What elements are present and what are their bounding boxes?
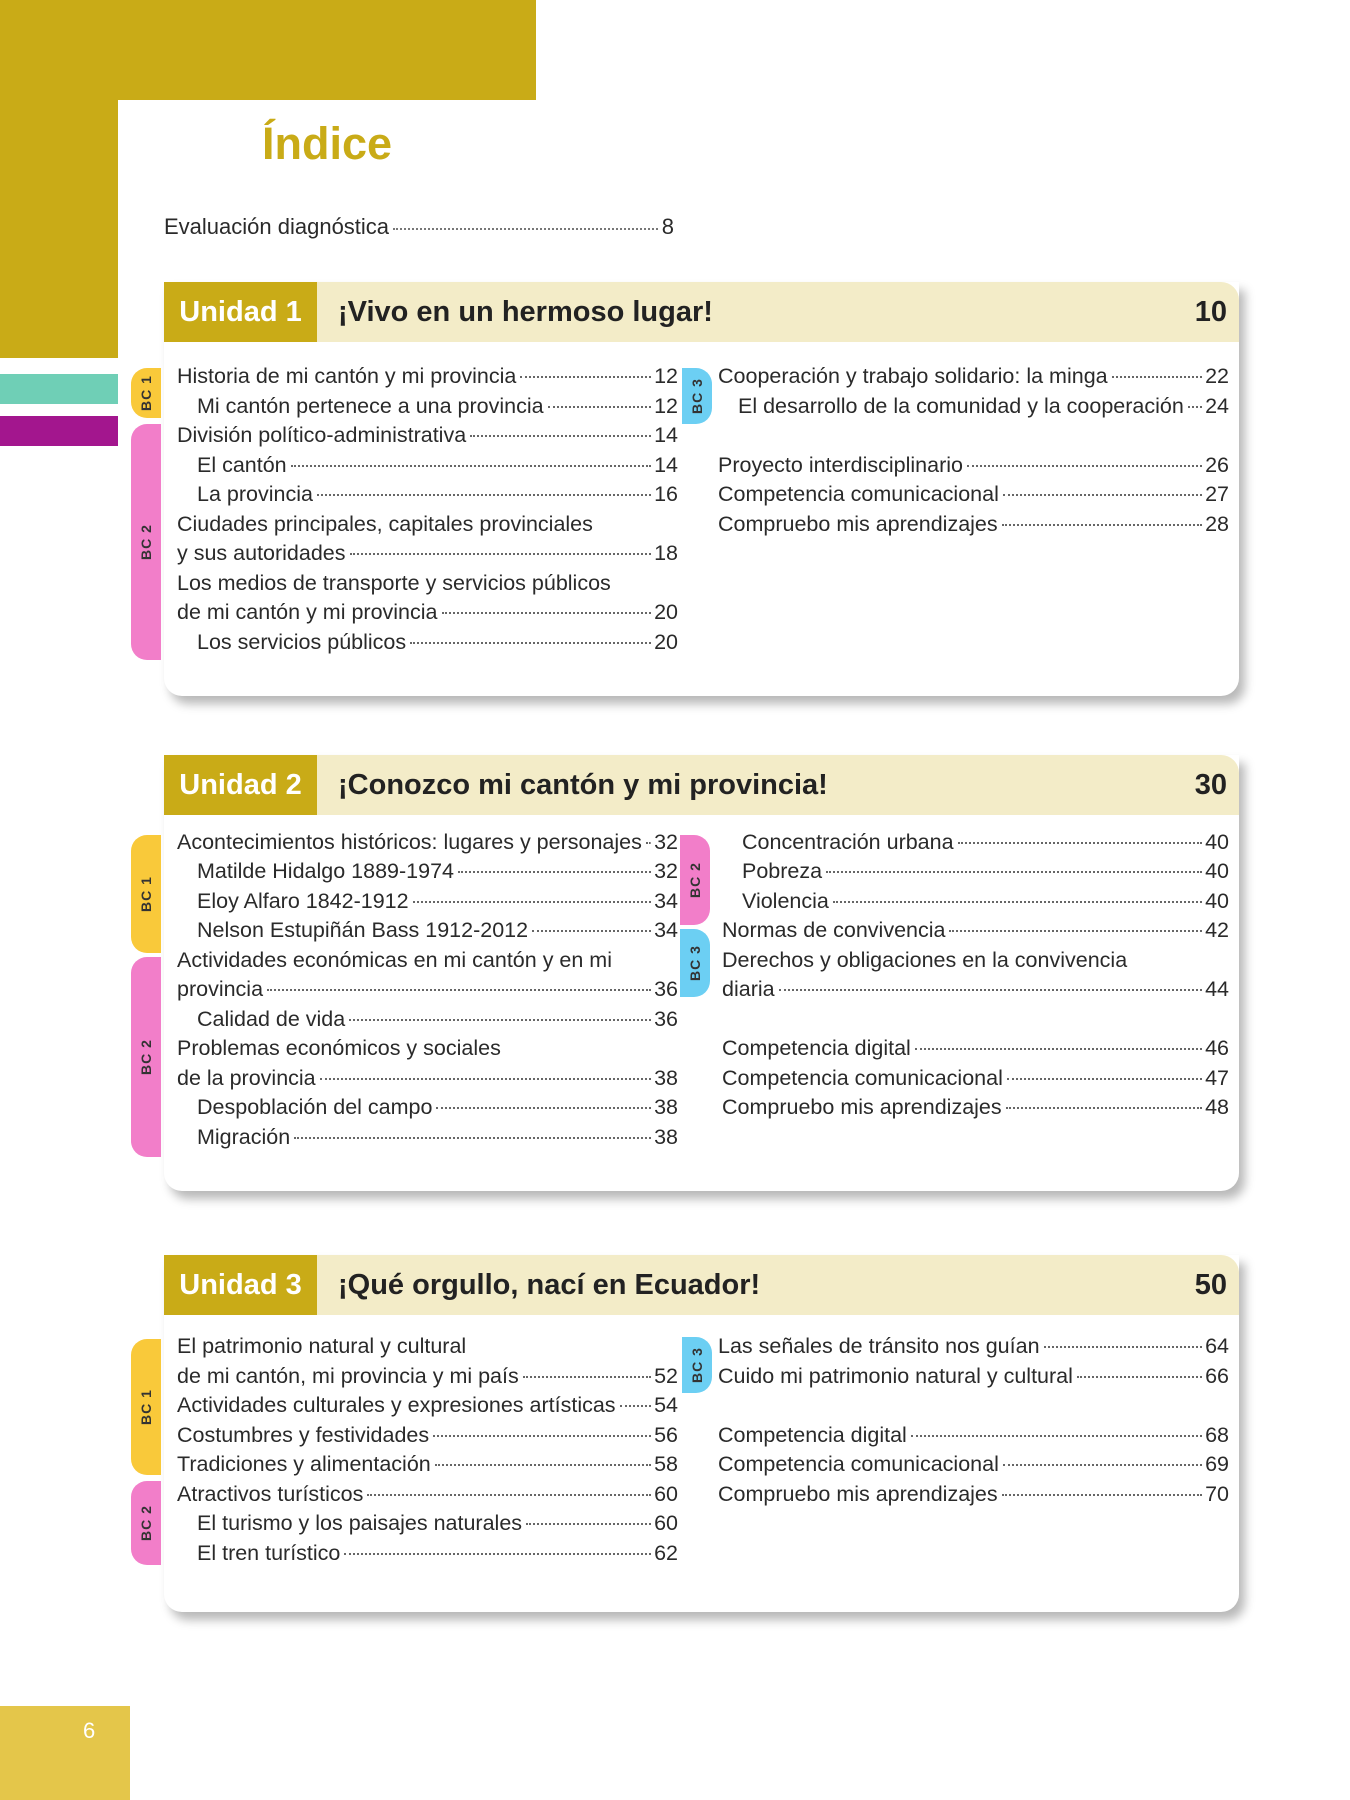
toc-entry-title: La provincia [197,482,313,506]
toc-entry-title: Problemas económicos y sociales [177,1036,501,1060]
toc-entry[interactable] [197,1122,678,1152]
dot-leader [833,901,1202,903]
dot-leader [532,930,651,932]
toc-entry-title: Competencia digital [718,1423,907,1447]
dot-leader [967,465,1202,467]
toc-entry-title: Migración [197,1125,291,1149]
teal-strip [0,374,118,404]
dot-leader [1188,406,1202,408]
toc-entry-page: 69 [1205,1452,1229,1476]
toc-entry[interactable] [197,1538,678,1568]
toc-entry-page: 52 [654,1364,678,1388]
toc-entry-title: Competencia digital [722,1036,911,1060]
dot-leader [470,435,651,437]
dot-leader [646,842,651,844]
toc-entry[interactable] [742,827,1229,857]
toc-entry-title: Las señales de tránsito nos guían [718,1334,1040,1358]
bc-label: BC 2 [138,1505,154,1541]
unit-page: 50 [1194,1268,1227,1301]
dot-leader [1003,494,1202,496]
toc-entry[interactable] [742,886,1229,916]
dot-leader [410,642,651,644]
toc-entry[interactable] [197,391,678,421]
dot-leader [393,228,658,230]
toc-entry-title: Pobreza [742,859,823,883]
dot-leader [520,376,651,378]
toc-entry[interactable] [197,886,678,916]
toc-entry-page: 62 [654,1541,678,1565]
toc-entry[interactable] [722,1063,1229,1093]
toc-entry-page: 60 [654,1482,678,1506]
toc-entry[interactable] [177,945,678,975]
unit-tab: Unidad 3 [164,1255,317,1315]
bc-label: BC 1 [138,876,154,912]
bc2-tab [131,1481,161,1565]
toc-entry-title: Derechos y obligaciones en la convivencia [722,948,1128,972]
toc-entry-page: 47 [1205,1066,1229,1090]
toc-entry[interactable] [197,856,678,886]
toc-entry-page: 68 [1205,1423,1229,1447]
unit-page: 30 [1194,768,1227,801]
toc-entry-page: 14 [654,453,678,477]
dot-leader [779,989,1202,991]
toc-entry-page: 14 [654,423,678,447]
toc-entry-page: 38 [654,1095,678,1119]
dot-leader [826,871,1202,873]
toc-entry[interactable] [722,974,1229,1004]
bc-label: BC 3 [689,1347,705,1383]
bc3-tab [682,1337,712,1393]
dot-leader [433,1435,651,1437]
toc-entry[interactable] [197,1092,678,1122]
toc-entry-title: Cooperación y trabajo solidario: la minga [718,364,1108,388]
toc-entry-page: 36 [654,1007,678,1031]
toc-entry-page: 64 [1205,1334,1229,1358]
dot-leader [413,901,652,903]
dot-leader [523,1376,651,1378]
toc-entry-title: de mi cantón, mi provincia y mi país [177,1364,519,1388]
toc-entry-title: Compruebo mis aprendizajes [718,1482,998,1506]
bc3-tab [680,929,710,997]
toc-entry[interactable] [197,450,678,480]
toc-entry-page: 22 [1205,364,1229,388]
dot-leader [1002,524,1202,526]
toc-entry-page: 40 [1205,830,1229,854]
toc-entry-page: 20 [654,630,678,654]
dot-leader [350,553,652,555]
toc-entry-page: 56 [654,1423,678,1447]
bc-label: BC 3 [687,945,703,981]
toc-entry[interactable] [177,538,678,568]
toc-entry-page: 48 [1205,1095,1229,1119]
toc-entry[interactable] [177,1361,678,1391]
bc-label: BC 2 [687,862,703,898]
toc-entry[interactable] [177,361,678,391]
toc-entry-page: 16 [654,482,678,506]
toc-entry-title: diaria [722,977,775,1001]
toc-entry[interactable] [177,1033,678,1063]
bc2-tab [131,957,161,1157]
toc-entry-title: Los servicios públicos [197,630,407,654]
toc-entry[interactable] [177,1420,678,1450]
toc-entry-page: 36 [654,977,678,1001]
dot-leader [548,406,651,408]
toc-entry-page: 40 [1205,889,1229,913]
bc3-tab [682,368,712,424]
toc-entry-title: Matilde Hidalgo 1889-1974 [197,859,454,883]
toc-entry[interactable] [718,450,1229,480]
toc-entry-title: y sus autoridades [177,541,346,565]
toc-entry[interactable] [197,915,678,945]
toc-entry-page: 12 [654,364,678,388]
toc-entry-title: Cuido mi patrimonio natural y cultural [718,1364,1073,1388]
dot-leader [267,989,651,991]
toc-entry-title: Competencia comunicacional [718,1452,999,1476]
toc-entry-title: Historia de mi cantón y mi provincia [177,364,517,388]
toc-entry[interactable] [718,1449,1229,1479]
toc-entry-title: Violencia [742,889,829,913]
toc-entry-page: 34 [654,918,678,942]
toc-entry[interactable] [722,915,1229,945]
diagnostic-page: 8 [661,214,674,239]
toc-entry[interactable] [722,945,1229,975]
toc-entry-title: Tradiciones y alimentación [177,1452,431,1476]
toc-entry[interactable] [177,1449,678,1479]
toc-entry[interactable] [722,1092,1229,1122]
dot-leader [436,1107,651,1109]
toc-entry-title: Actividades económicas en mi cantón y en mi [177,948,612,972]
toc-entry[interactable] [718,1420,1229,1450]
dot-leader [435,1464,651,1466]
unit-tab: Unidad 1 [164,282,317,342]
toc-entry-page: 46 [1205,1036,1229,1060]
toc-entry-page: 40 [1205,859,1229,883]
dot-leader [320,1078,651,1080]
toc-entry-page: 32 [654,830,678,854]
toc-entry-page: 58 [654,1452,678,1476]
toc-entry-page: 54 [654,1393,678,1417]
dot-leader [958,842,1203,844]
toc-entry-title: Proyecto interdisciplinario [718,453,963,477]
dot-leader [1006,1107,1202,1109]
dot-leader [349,1019,651,1021]
dot-leader [620,1405,652,1407]
toc-entry[interactable] [718,509,1229,539]
toc-entry[interactable] [177,1479,678,1509]
toc-entry-page: 18 [654,541,678,565]
dot-leader [458,871,651,873]
toc-entry-title: Ciudades principales, capitales provinciales [177,512,593,536]
toc-entry[interactable] [177,597,678,627]
toc-entry-title: Compruebo mis aprendizajes [718,512,998,536]
dot-leader [1112,376,1202,378]
unit-name: ¡Conozco mi cantón y mi provincia! [338,768,828,801]
toc-entry[interactable] [177,568,678,598]
toc-entry[interactable] [738,391,1229,421]
toc-entry[interactable] [177,509,678,539]
toc-entry[interactable] [197,479,678,509]
dot-leader [949,930,1202,932]
dot-leader [294,1137,651,1139]
dot-leader [291,465,651,467]
toc-entry-page: 24 [1205,394,1229,418]
toc-entry[interactable] [718,361,1229,391]
toc-entry-page: 20 [654,600,678,624]
toc-entry-title: de mi cantón y mi provincia [177,600,438,624]
diagnostic-label: Evaluación diagnóstica [164,214,390,239]
toc-entry[interactable] [177,1331,678,1361]
unit-page: 10 [1194,295,1227,328]
toc-entry-title: El turismo y los paisajes naturales [197,1511,523,1535]
toc-entry[interactable] [742,856,1229,886]
toc-entry-title: Concentración urbana [742,830,954,854]
magenta-strip [0,416,118,446]
toc-entry-title: Calidad de vida [197,1007,346,1031]
unit-header[interactable] [164,282,1239,342]
page-title: Índice [262,118,393,169]
toc-entry-page: 38 [654,1125,678,1149]
toc-entry[interactable] [177,1063,678,1093]
toc-entry-title: Despoblación del campo [197,1095,433,1119]
dot-leader [344,1553,651,1555]
toc-entry-title: El desarrollo de la comunidad y la cooperación [738,394,1184,418]
toc-entry-title: Actividades culturales y expresiones artísticas [177,1393,616,1417]
toc-entry-title: El patrimonio natural y cultural [177,1334,467,1358]
toc-entry[interactable] [177,827,678,857]
toc-entry-title: Compruebo mis aprendizajes [722,1095,1002,1119]
toc-entry-page: 32 [654,859,678,883]
toc-entry-title: Costumbres y festividades [177,1423,430,1447]
toc-entry-page: 12 [654,394,678,418]
bc-label: BC 3 [689,378,705,414]
dot-leader [442,612,652,614]
toc-entry[interactable] [197,1508,678,1538]
bc2-tab [131,424,161,660]
toc-entry-title: Eloy Alfaro 1842-1912 [197,889,409,913]
dot-leader [911,1435,1202,1437]
bc-label: BC 1 [138,1389,154,1425]
toc-entry[interactable] [718,479,1229,509]
unit-name: ¡Qué orgullo, nací en Ecuador! [338,1268,761,1301]
toc-entry-page: 38 [654,1066,678,1090]
toc-entry[interactable] [197,1004,678,1034]
bc-label: BC 2 [138,1039,154,1075]
toc-entry-title: Mi cantón pertenece a una provincia [197,394,544,418]
page-number: 6 [83,1718,96,1743]
dot-leader [915,1048,1202,1050]
toc-entry[interactable] [177,420,678,450]
dot-leader [1007,1078,1202,1080]
diagnostic-entry[interactable] [164,214,674,240]
toc-entry-title: Nelson Estupiñán Bass 1912-2012 [197,918,529,942]
toc-entry[interactable] [718,1479,1229,1509]
left-gold-band [0,0,118,358]
dot-leader [1002,1494,1202,1496]
unit-header[interactable] [164,1255,1239,1315]
bc-label: BC 1 [138,375,154,411]
toc-entry-title: Competencia comunicacional [718,482,999,506]
bc1-tab [131,368,161,418]
toc-entry-title: Acontecimientos históricos: lugares y personajes [177,830,642,854]
bc2-right-tab [680,835,710,925]
dot-leader [1003,1464,1202,1466]
dot-leader [317,494,651,496]
toc-entry-title: Normas de convivencia [722,918,946,942]
toc-entry-title: División político-administrativa [177,423,467,447]
toc-entry-title: El cantón [197,453,287,477]
toc-entry-page: 34 [654,889,678,913]
unit-name: ¡Vivo en un hermoso lugar! [338,295,713,328]
toc-entry-title: provincia [177,977,264,1001]
dot-leader [1077,1376,1202,1378]
unit-tab: Unidad 2 [164,755,317,815]
toc-entry[interactable] [177,974,678,1004]
toc-entry-title: El tren turístico [197,1541,341,1565]
toc-entry-page: 44 [1205,977,1229,1001]
toc-entry-page: 27 [1205,482,1229,506]
toc-entry[interactable] [718,1331,1229,1361]
toc-entry[interactable] [718,1361,1229,1391]
toc-entry-title: Los medios de transporte y servicios públicos [177,571,611,595]
dot-leader [1044,1346,1203,1348]
toc-entry-title: de la provincia [177,1066,316,1090]
toc-entry-page: 70 [1205,1482,1229,1506]
toc-entry-page: 42 [1205,918,1229,942]
toc-entry-title: Competencia comunicacional [722,1066,1003,1090]
toc-entry[interactable] [722,1033,1229,1063]
toc-entry-title: Atractivos turísticos [177,1482,364,1506]
toc-entry-page: 60 [654,1511,678,1535]
bc1-tab [131,1339,161,1475]
dot-leader [367,1494,651,1496]
toc-entry-page: 26 [1205,453,1229,477]
toc-entry-page: 28 [1205,512,1229,536]
bc1-tab [131,835,161,953]
toc-entry[interactable] [197,627,678,657]
page-footer [0,1706,130,1800]
toc-entry-page: 66 [1205,1364,1229,1388]
dot-leader [526,1523,651,1525]
bc-label: BC 2 [138,524,154,560]
unit-header[interactable] [164,755,1239,815]
toc-entry[interactable] [177,1390,678,1420]
